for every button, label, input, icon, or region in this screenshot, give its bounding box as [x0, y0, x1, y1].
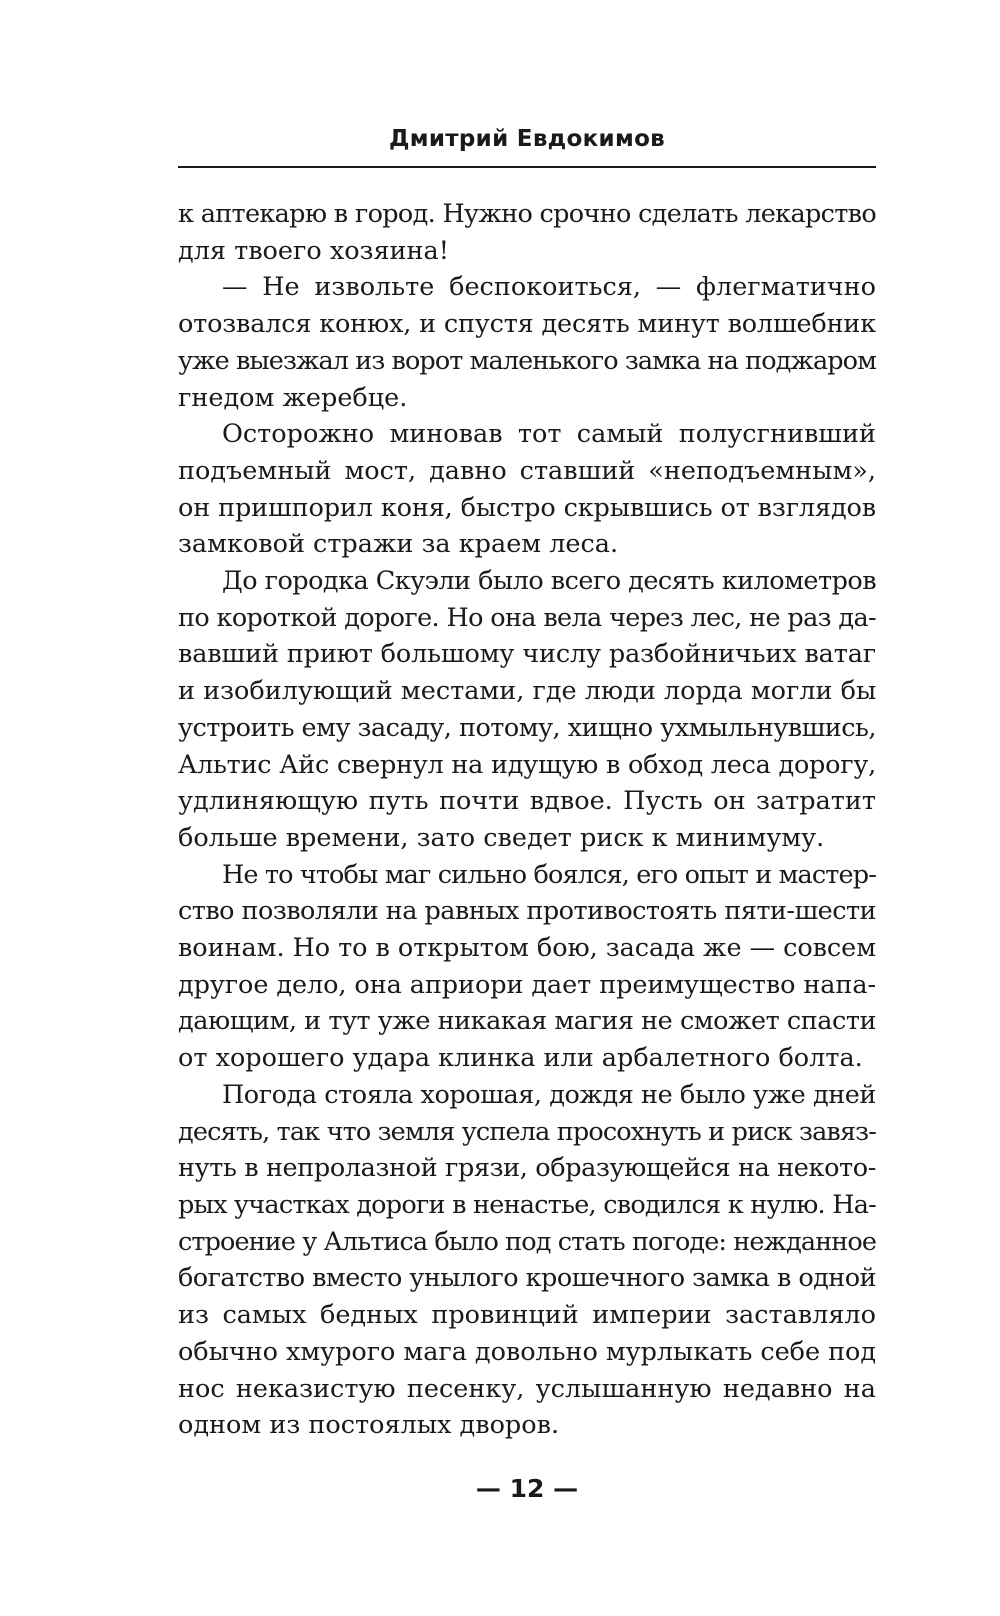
header-rule	[178, 166, 876, 168]
paragraph	[178, 269, 876, 416]
running-header-author: Дмитрий Евдокимов	[388, 126, 666, 152]
text-line: устроить ему засаду, потому, хищно ухмыльнувшись,	[178, 712, 876, 743]
text-line: — Не извольте беспокоиться, — флегматично	[222, 272, 876, 303]
text-line: гнедом жеребце.	[178, 382, 408, 413]
text-line: другое дело, она априори дает преимущество напа-	[178, 969, 876, 1000]
paragraph	[178, 563, 876, 857]
text-line: уже выезжал из ворот маленького замка на поджаром	[178, 345, 876, 376]
text-line: Погода стояла хорошая, дождя не было уже дней	[222, 1079, 876, 1110]
text-line: рых участках дороги в ненастье, сводился к нулю. На-	[178, 1189, 876, 1220]
text-line: воинам. Но то в открытом бою, засада же — совсем	[178, 933, 876, 964]
text-line: для твоего хозяина!	[178, 235, 449, 266]
text-line: от хорошего удара клинка или арбалетного болта.	[178, 1043, 863, 1074]
text-line: ство позволяли на равных противостоять пяти-шести	[178, 896, 876, 927]
text-line: строение у Альтиса было под стать погоде: нежданное	[178, 1226, 877, 1257]
text-line: нос неказистую песенку, услышанную недавно на	[178, 1373, 876, 1404]
text-line: обычно хмурого мага довольно мурлыкать себе под	[178, 1336, 876, 1367]
text-line: из самых бедных провинций империи заставляло	[178, 1300, 876, 1331]
text-line: Не то чтобы маг сильно боялся, его опыт и мастер-	[222, 859, 876, 890]
page-number: — 12 —	[475, 1474, 579, 1503]
text-line: нуть в непролазной грязи, образующейся на некото-	[178, 1153, 877, 1184]
text-line: отозвался конюх, и спустя десять минут волшебник	[178, 309, 876, 340]
text-line: Осторожно миновав тот самый полусгнивший	[222, 419, 876, 450]
text-line: замковой стражи за краем леса.	[178, 529, 619, 560]
body-text	[178, 196, 876, 1444]
paragraph	[178, 857, 876, 1077]
text-line: к аптекарю в город. Нужно срочно сделать лекарство	[178, 199, 876, 229]
text-line: он пришпорил коня, быстро скрывшись от взглядов	[178, 492, 876, 523]
text-line: подъемный мост, давно ставший «неподъемным»,	[178, 455, 876, 486]
text-line: богатство вместо унылого крошечного замка в одной	[178, 1263, 877, 1294]
paragraph	[178, 416, 876, 563]
text-line: и изобилующий местами, где люди лорда могли бы	[178, 676, 877, 707]
paragraph	[178, 196, 876, 269]
text-line: десять, так что земля успела просохнуть и риск завяз-	[178, 1116, 877, 1147]
text-line: удлиняющую путь почти вдвое. Пусть он затратит	[178, 786, 876, 817]
text-line: вавший приют большому числу разбойничьих ватаг	[178, 639, 877, 670]
text-line: больше времени, зато сведет риск к минимуму.	[178, 822, 825, 853]
text-line: дающим, и тут уже никакая магия не сможет спасти	[178, 1006, 877, 1037]
paragraph	[178, 1077, 876, 1444]
text-line: Альтис Айс свернул на идущую в обход леса дорогу,	[178, 749, 876, 780]
text-line: по короткой дороге. Но она вела через лес, не раз да-	[178, 602, 877, 633]
text-line: До городка Скуэли было всего десять километров	[222, 566, 877, 597]
text-line: одном из постоялых дворов.	[178, 1410, 560, 1441]
